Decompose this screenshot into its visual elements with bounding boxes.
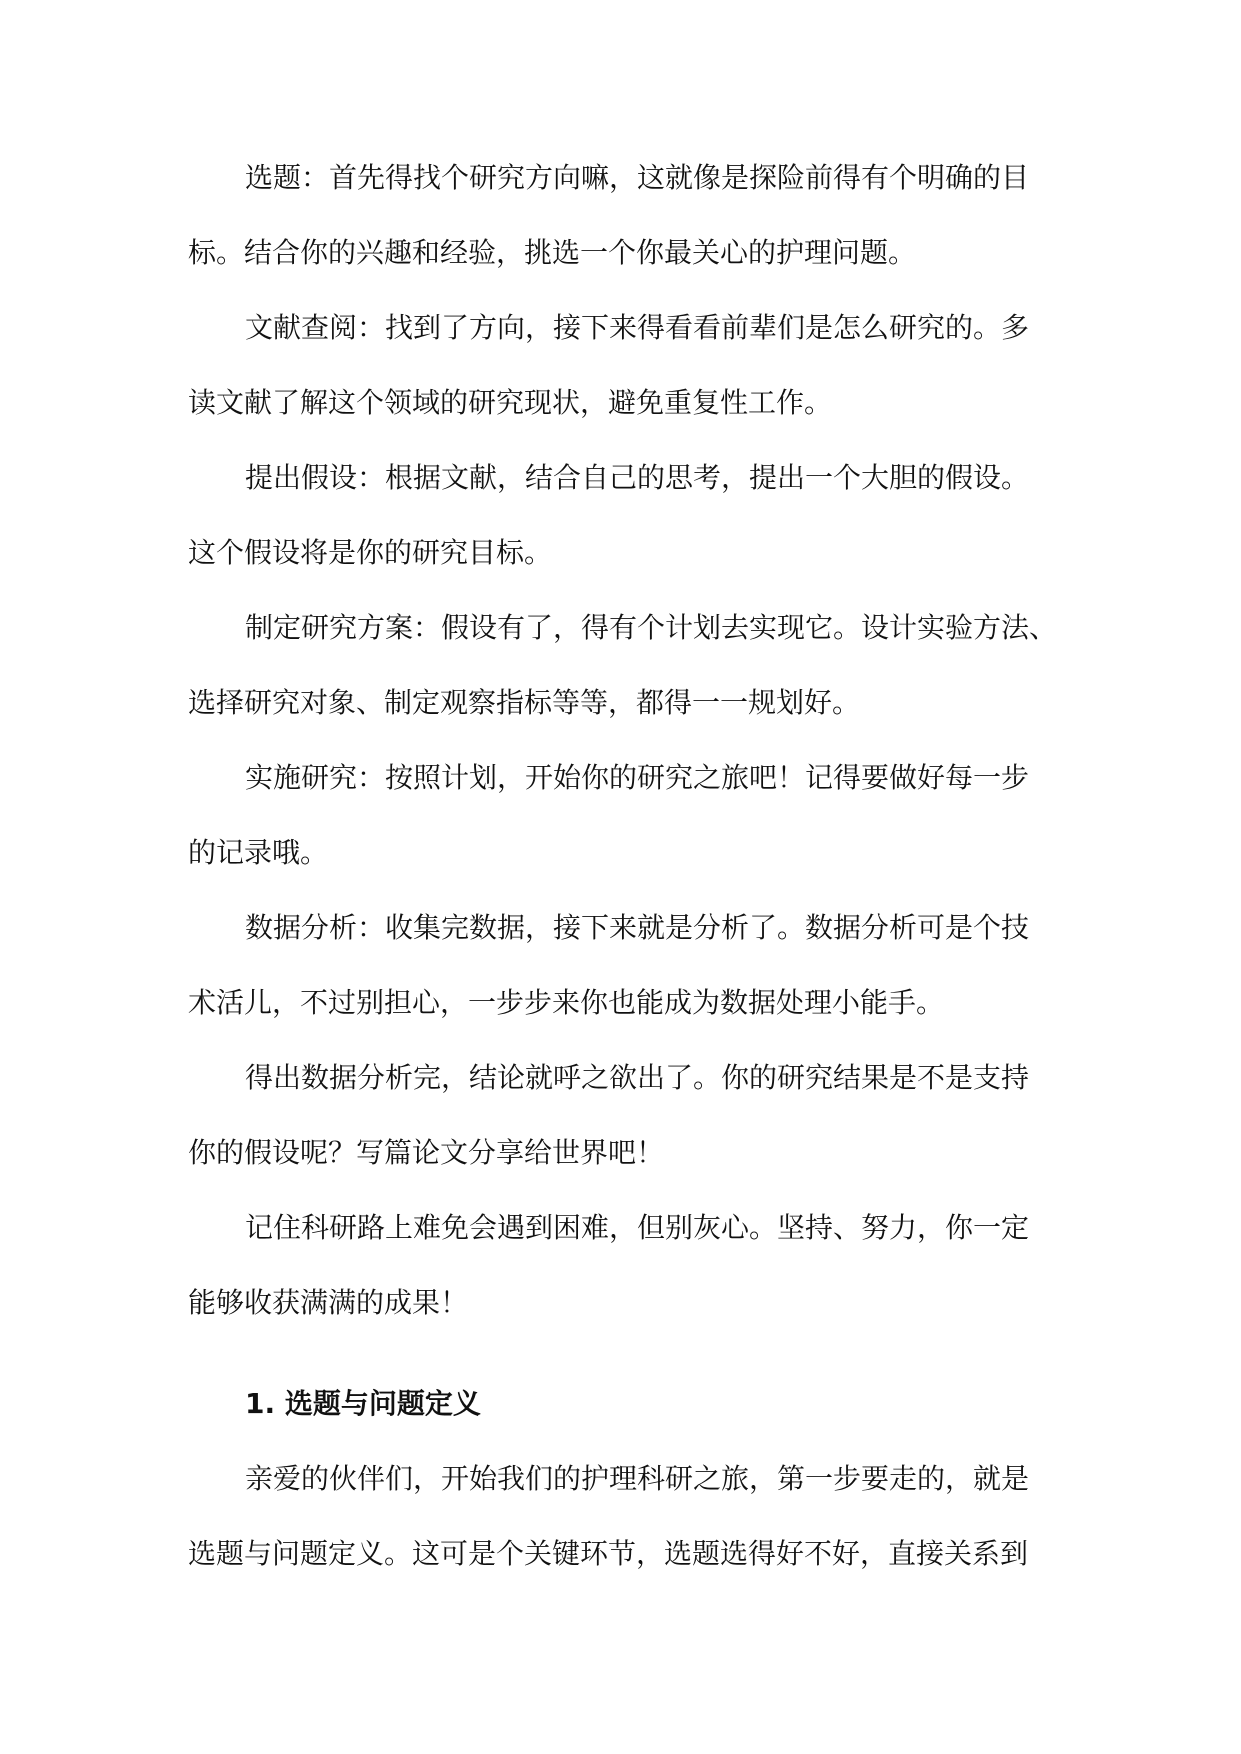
paragraph-line: 标。结合你的兴趣和经验，挑选一个你最关心的护理问题。 (188, 236, 917, 269)
paragraph-topic-selection (188, 140, 1058, 290)
paragraph-line: 选题：首先得找个研究方向嘛，这就像是探险前得有个明确的目 (245, 161, 1030, 194)
paragraph-line: 术活儿，不过别担心，一步步来你也能成为数据处理小能手。 (188, 986, 945, 1019)
paragraph-line: 文献查阅：找到了方向，接下来得看看前辈们是怎么研究的。多 (245, 311, 1030, 344)
paragraph-line: 选题与问题定义。这可是个关键环节，选题选得好不好，直接关系到 (188, 1537, 1029, 1570)
paragraph-line: 数据分析：收集完数据，接下来就是分析了。数据分析可是个技 (245, 911, 1030, 944)
paragraph-encouragement (188, 1190, 1058, 1340)
paragraph-line: 得出数据分析完，结论就呼之欲出了。你的研究结果是不是支持 (245, 1061, 1030, 1094)
document-body (188, 140, 1058, 1591)
paragraph-line: 你的假设呢？写篇论文分享给世界吧！ (188, 1136, 665, 1169)
paragraph-line: 实施研究：按照计划，开始你的研究之旅吧！记得要做好每一步 (245, 761, 1030, 794)
paragraph-line: 能够收获满满的成果！ (188, 1286, 469, 1319)
paragraph-data-analysis (188, 890, 1058, 1040)
paragraph-line: 这个假设将是你的研究目标。 (188, 536, 553, 569)
paragraph-line: 提出假设：根据文献，结合自己的思考，提出一个大胆的假设。 (245, 461, 1030, 494)
paragraph-literature-review (188, 290, 1058, 440)
paragraph-conclusion (188, 1040, 1058, 1190)
paragraph-hypothesis (188, 440, 1058, 590)
paragraph-research-plan (188, 590, 1058, 740)
paragraph-line: 亲爱的伙伴们，开始我们的护理科研之旅，第一步要走的，就是 (245, 1462, 1030, 1495)
paragraph-section-intro (188, 1441, 1058, 1591)
paragraph-line: 选择研究对象、制定观察指标等等，都得一一规划好。 (188, 686, 861, 719)
paragraph-line: 制定研究方案：假设有了，得有个计划去实现它。设计实验方法、 (245, 611, 1058, 644)
paragraph-line: 的记录哦。 (188, 836, 329, 869)
paragraph-line: 读文献了解这个领域的研究现状，避免重复性工作。 (188, 386, 833, 419)
paragraph-conduct-research (188, 740, 1058, 890)
paragraph-line: 记住科研路上难免会遇到困难，但别灰心。坚持、努力，你一定 (245, 1211, 1030, 1244)
section-heading: 1. 选题与问题定义 (245, 1387, 481, 1420)
